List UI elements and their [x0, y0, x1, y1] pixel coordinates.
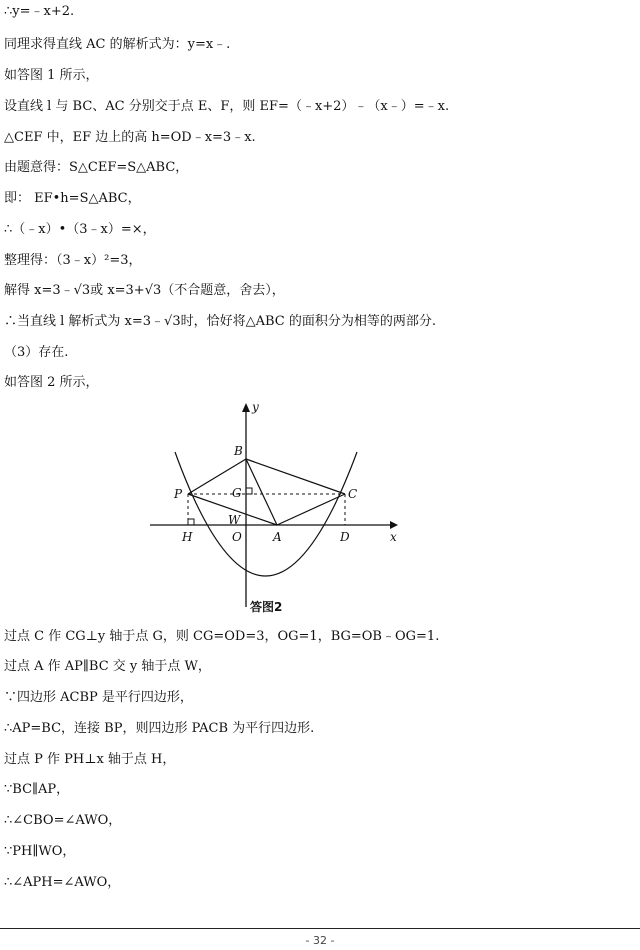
- segment-bc: [246, 459, 345, 494]
- label-a: A: [273, 530, 282, 544]
- text-line-3: 如答图 1 所示，: [4, 68, 99, 83]
- label-d: D: [340, 530, 350, 544]
- label-w: W: [228, 513, 241, 527]
- right-angle-h-icon: [188, 519, 194, 525]
- segment-ca: [277, 494, 345, 525]
- label-b: B: [234, 444, 243, 458]
- label-y: y: [252, 400, 259, 414]
- text-line-7: 即： EF•h=S△ABC，: [4, 191, 141, 206]
- geometry-figure-svg: [140, 395, 410, 620]
- text-line-10: 解得 x=3﹣√3或 x=3+√3（不合题意，舍去），: [4, 283, 285, 298]
- label-c: C: [348, 487, 358, 501]
- text-line-18: 过点 P 作 PH⊥x 轴于点 H，: [4, 752, 176, 767]
- label-g: G: [232, 486, 242, 500]
- text-line-9: 整理得：（3﹣x）²=3，: [4, 253, 142, 268]
- text-line-8: ∴（﹣x）•（3﹣x）=×，: [4, 222, 156, 237]
- text-line-2: 同理求得直线 AC 的解析式为：y=x﹣.: [4, 37, 231, 52]
- text-line-1: ∴y=﹣x+2.: [4, 4, 75, 19]
- figure-caption: 答图2: [250, 600, 283, 614]
- text-line-6: 由题意得：S△CEF=S△ABC，: [4, 160, 189, 175]
- text-line-16: ∵四边形 ACBP 是平行四边形，: [4, 690, 193, 705]
- parabola-curve: [175, 452, 357, 576]
- label-x: x: [390, 530, 397, 544]
- text-line-11: ∴当直线 l 解析式为 x=3﹣√3时，恰好将△ABC 的面积分为相等的两部分.: [4, 314, 436, 329]
- x-axis-arrow-icon: [390, 521, 398, 529]
- y-axis-arrow-icon: [242, 403, 250, 412]
- label-o: O: [232, 530, 242, 544]
- text-line-12: （3）存在.: [4, 345, 69, 360]
- text-line-14: 过点 C 作 CG⊥y 轴于点 G，则 CG=OD=3，OG=1，BG=OB﹣OG=1.: [4, 629, 440, 644]
- text-line-13: 如答图 2 所示，: [4, 375, 99, 390]
- text-line-21: ∵PH∥WO，: [4, 844, 76, 859]
- label-p: P: [174, 487, 183, 501]
- text-line-4: 设直线 l 与 BC、AC 分别交于点 E、F，则 EF=（﹣x+2）﹣（x﹣）=﹣x.: [4, 99, 450, 114]
- text-line-19: ∵BC∥AP，: [4, 782, 70, 797]
- right-angle-g-icon: [246, 488, 252, 494]
- footer-divider: [0, 928, 640, 929]
- text-line-5: △CEF 中，EF 边上的高 h=OD﹣x=3﹣x.: [4, 130, 256, 145]
- text-line-17: ∴AP=BC，连接 BP，则四边形 PACB 为平行四边形.: [4, 721, 315, 736]
- text-line-20: ∴∠CBO=∠AWO，: [4, 813, 122, 828]
- page-number: - 32 -: [305, 934, 335, 947]
- text-line-22: ∴∠APH=∠AWO，: [4, 875, 121, 890]
- label-h: H: [182, 530, 193, 544]
- figure-answer-2: [140, 395, 410, 620]
- text-line-15: 过点 A 作 AP∥BC 交 y 轴于点 W，: [4, 659, 211, 674]
